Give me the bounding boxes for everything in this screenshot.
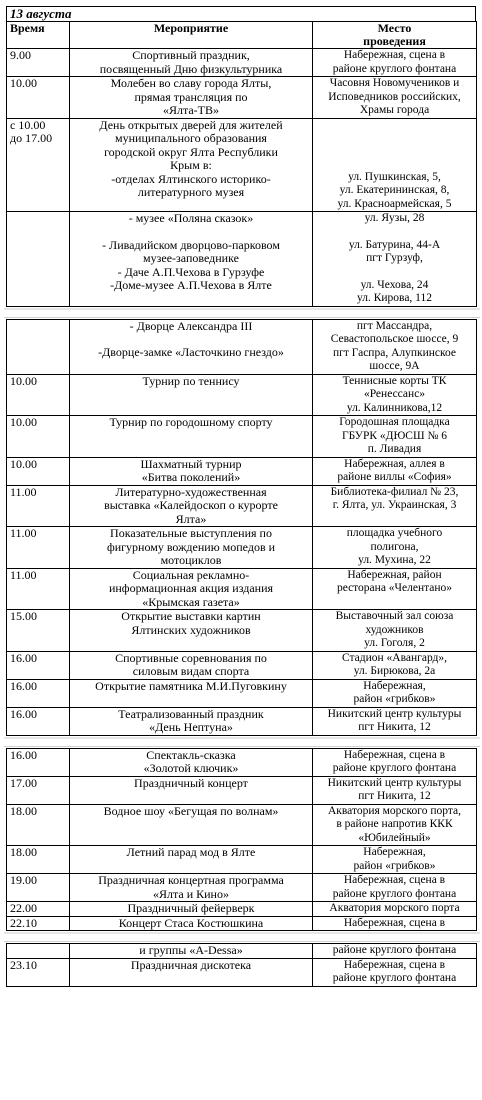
place-line: ул. Калинникова,12 xyxy=(346,401,443,414)
time-line: 9.00 xyxy=(10,48,31,62)
place-line: ул. Гоголя, 2 xyxy=(364,637,425,649)
table-row xyxy=(7,212,477,307)
cell-place xyxy=(313,651,477,679)
table-row xyxy=(7,902,477,917)
cell-event xyxy=(70,610,313,652)
cell-event xyxy=(70,804,313,846)
place-line: районе круглого фонтана xyxy=(332,762,457,774)
place-line: пгт Никита, 12 xyxy=(358,721,431,733)
place-line: Храмы города xyxy=(359,104,430,116)
header-place-line-2: проведения xyxy=(363,34,426,48)
place-line: Набережная, район xyxy=(347,568,442,581)
place-line: ул. Яузы, 28 xyxy=(364,212,425,224)
cell-time xyxy=(7,874,70,902)
table-row xyxy=(7,49,477,77)
event-line: Турнир по теннису xyxy=(142,373,240,388)
cell-place xyxy=(313,776,477,804)
cell-time xyxy=(7,77,70,119)
place-line: ул. Мухина, 22 xyxy=(358,554,431,566)
line-spacer xyxy=(316,119,473,132)
place-line: в районе напротив ККК xyxy=(336,818,453,830)
cell-place xyxy=(313,49,477,77)
event-line: Социальная рекламно- xyxy=(132,567,250,582)
cell-event xyxy=(70,568,313,610)
event-line: прямая трансляция по xyxy=(134,89,248,104)
cell-event xyxy=(70,118,313,212)
time-line: 15.00 xyxy=(10,609,37,623)
cell-time xyxy=(7,610,70,652)
event-line: Спортивные соревнования по xyxy=(115,650,267,665)
place-line: районе круглого фонтана xyxy=(332,887,457,900)
cell-place xyxy=(313,374,477,416)
time-line xyxy=(10,944,66,958)
cell-place xyxy=(313,804,477,846)
place-line: «Юбилейный» xyxy=(358,831,431,844)
page-break-cell xyxy=(7,931,477,944)
time-line: 10.00 xyxy=(10,373,37,388)
table-row xyxy=(7,485,477,527)
cell-event xyxy=(70,874,313,902)
line-spacer xyxy=(316,145,473,158)
cell-place xyxy=(313,958,477,986)
cell-event xyxy=(70,776,313,804)
event-line: городской округ Ялта Республики xyxy=(104,144,278,159)
place-line: Набережная, сцена в xyxy=(343,748,446,761)
time-line xyxy=(10,320,66,334)
page-break-gap xyxy=(4,737,480,747)
place-line: площадка учебного xyxy=(346,527,443,539)
table-row xyxy=(7,846,477,874)
cell-place xyxy=(313,118,477,212)
event-line: Театрализованный праздник xyxy=(118,706,264,721)
cell-place xyxy=(313,77,477,119)
event-line: силовым видам спорта xyxy=(132,664,250,678)
event-line: Летний парад мод в Ялте xyxy=(126,845,256,859)
place-line: Часовня Новомучеников и xyxy=(329,77,460,89)
place-line: Никитский центр культуры xyxy=(327,776,462,789)
event-line: фигурному вождению мопедов и xyxy=(106,539,276,554)
cell-place xyxy=(313,748,477,776)
cell-event xyxy=(70,457,313,485)
table-row xyxy=(7,416,477,458)
cell-place xyxy=(313,916,477,931)
table-row xyxy=(7,874,477,902)
line-spacer xyxy=(73,226,309,239)
event-line: «Золотой ключик» xyxy=(143,761,239,775)
cell-place xyxy=(313,874,477,902)
cell-event xyxy=(70,374,313,416)
place-line: Библиотека-филиал № 23, xyxy=(330,485,459,498)
event-line: «Битва поколений» xyxy=(141,470,241,484)
time-line: 10.00 xyxy=(10,456,37,471)
cell-event xyxy=(70,846,313,874)
place-line: районе круглого фонтана xyxy=(332,62,457,75)
place-line: Акватория морского порта xyxy=(329,902,460,914)
place-line: ресторана «Челентано» xyxy=(336,582,453,594)
time-line: 17.00 xyxy=(10,775,37,790)
header-row xyxy=(7,22,477,49)
place-line: районе круглого фонтана xyxy=(332,944,457,956)
event-line: - Дворце Александра III xyxy=(129,318,253,333)
place-line: ул. Батурина, 44-А xyxy=(348,238,441,251)
line-spacer xyxy=(316,266,473,279)
table-row xyxy=(7,568,477,610)
cell-time xyxy=(7,374,70,416)
event-line: - Ливадийском дворцово-парковом xyxy=(102,237,280,252)
cell-time xyxy=(7,902,70,917)
time-line: 16.00 xyxy=(10,678,37,693)
place-line: Исповедников российских, xyxy=(328,90,461,103)
cell-event xyxy=(70,49,313,77)
time-line: 19.00 xyxy=(10,873,37,887)
place-line: Теннисные корты ТК xyxy=(342,374,447,387)
place-line: Выставочный зал союза xyxy=(335,610,454,622)
table-row xyxy=(7,77,477,119)
place-line: Никитский центр культуры xyxy=(327,707,462,720)
event-line: Праздничная дискотека xyxy=(130,957,252,972)
header-place xyxy=(313,22,477,49)
cell-event xyxy=(70,679,313,707)
cell-place xyxy=(313,679,477,707)
cell-event xyxy=(70,416,313,458)
event-line: Спектакль-сказка xyxy=(146,747,236,762)
cell-event xyxy=(70,958,313,986)
place-line: ул. Красноармейская, 5 xyxy=(337,197,452,210)
cell-time xyxy=(7,568,70,610)
table-row xyxy=(7,916,477,931)
cell-place xyxy=(313,568,477,610)
place-line: Набережная, сцена в xyxy=(343,958,446,971)
cell-place xyxy=(313,610,477,652)
place-line: шоссе, 9А xyxy=(369,360,420,372)
cell-time xyxy=(7,457,70,485)
table-row xyxy=(7,527,477,569)
place-line: Набережная, сцена в xyxy=(343,49,446,61)
place-line: районе круглого фонтана xyxy=(332,972,457,984)
table-row xyxy=(7,118,477,212)
cell-place xyxy=(313,902,477,917)
event-line: Концерт Стаса Костюшкина xyxy=(118,915,264,930)
place-line: пгт Массандра, xyxy=(356,319,433,332)
event-line: Ялтинских художников xyxy=(131,622,251,637)
event-line: Литературно-художественная xyxy=(115,484,267,499)
header-time: Время xyxy=(7,22,70,49)
schedule-page xyxy=(6,6,476,987)
cell-event xyxy=(70,902,313,917)
time-line: 18.00 xyxy=(10,845,37,859)
place-line: пгт Никита, 12 xyxy=(358,790,431,802)
table-row xyxy=(7,804,477,846)
place-line: район «грибков» xyxy=(353,693,436,705)
table-row xyxy=(7,319,477,374)
event-line: «День Нептуна» xyxy=(149,720,233,734)
schedule-table xyxy=(6,21,477,987)
time-line: 22.10 xyxy=(10,915,37,930)
cell-time xyxy=(7,527,70,569)
event-line: информационная акция издания xyxy=(108,581,274,595)
table-row xyxy=(7,776,477,804)
place-line: художников xyxy=(365,623,424,636)
place-line: Городошная площадка xyxy=(339,416,450,428)
event-line: Ялта» xyxy=(175,511,207,526)
cell-place xyxy=(313,846,477,874)
cell-place xyxy=(313,527,477,569)
event-line: День открытых дверей для жителей xyxy=(99,117,283,132)
place-line: Набережная, xyxy=(363,679,426,692)
time-line: 22.00 xyxy=(10,901,37,915)
time-line: 10.00 xyxy=(10,76,37,90)
cell-event xyxy=(70,748,313,776)
cell-time xyxy=(7,846,70,874)
event-line: -Дворце-замке «Ласточкино гнездо» xyxy=(98,345,284,359)
table-row xyxy=(7,651,477,679)
event-line: «Крымская газета» xyxy=(142,594,240,609)
cell-place xyxy=(313,944,477,959)
cell-time xyxy=(7,958,70,986)
cell-event xyxy=(70,212,313,307)
page-break-cell xyxy=(7,735,477,748)
page-break xyxy=(7,306,477,319)
header-event: Мероприятие xyxy=(70,22,313,49)
table-row xyxy=(7,944,477,959)
page-break xyxy=(7,735,477,748)
event-line: Водное шоу «Бегущая по волнам» xyxy=(103,803,279,818)
table-row xyxy=(7,374,477,416)
page-break xyxy=(7,931,477,944)
time-line: 11.00 xyxy=(10,484,37,499)
time-line: 10.00 xyxy=(10,415,37,429)
event-line: - музее «Поляна сказок» xyxy=(128,211,254,225)
event-line: муниципального образования xyxy=(115,131,267,145)
place-line: пгт Гаспра, Алупкинское xyxy=(332,346,457,359)
cell-event xyxy=(70,916,313,931)
event-line: Шахматный турнир xyxy=(140,456,242,471)
event-line: - Даче А.П.Чехова в Гурзуфе xyxy=(117,264,265,279)
time-line: 11.00 xyxy=(10,567,37,582)
event-line: Открытие памятника М.И.Пуговкину xyxy=(95,678,287,693)
place-line: пгт Гурзуф, xyxy=(366,252,423,264)
cell-event xyxy=(70,707,313,735)
place-line: п. Ливадия xyxy=(367,443,422,455)
event-line: «Ялта и Кино» xyxy=(153,886,229,901)
place-line: полигона, xyxy=(370,540,419,553)
cell-event xyxy=(70,527,313,569)
event-line: Праздничный фейерверк xyxy=(127,901,255,915)
table-row xyxy=(7,457,477,485)
event-line: выставка «Калейдоскоп о курорте xyxy=(104,498,278,512)
cell-place xyxy=(313,457,477,485)
event-line: Молебен во славу города Ялты, xyxy=(110,76,272,90)
cell-event xyxy=(70,651,313,679)
place-line: ул. Пушкинская, 5, xyxy=(348,170,441,183)
cell-event xyxy=(70,319,313,374)
place-line: Севастопольское шоссе, 9 xyxy=(330,333,459,345)
place-line: ул. Чехова, 24 xyxy=(360,278,429,291)
page-break-cell xyxy=(7,306,477,319)
place-line: Акватория морского порта, xyxy=(327,804,461,817)
cell-time xyxy=(7,212,70,307)
schedule-body xyxy=(7,49,477,987)
table-row xyxy=(7,679,477,707)
cell-time xyxy=(7,748,70,776)
event-line: «Ялта-ТВ» xyxy=(162,103,220,117)
event-line: Показательные выступления по xyxy=(110,526,272,540)
table-row xyxy=(7,610,477,652)
time-line: 23.10 xyxy=(10,957,37,972)
event-line: и группы «A-Dessa» xyxy=(139,943,243,957)
event-line: литературного музея xyxy=(137,185,245,199)
time-line: до 17.00 xyxy=(10,131,53,145)
place-line: ул. Бирюкова, 2а xyxy=(353,665,436,677)
place-line: Стадион «Авангард», xyxy=(341,651,448,664)
cell-place xyxy=(313,485,477,527)
header-place-line-1: Место xyxy=(377,21,412,35)
cell-time xyxy=(7,485,70,527)
cell-time xyxy=(7,776,70,804)
place-line: Набережная, xyxy=(363,846,426,858)
event-line: посвященный Дню физкультурника xyxy=(99,61,283,76)
cell-event xyxy=(70,77,313,119)
cell-event xyxy=(70,944,313,959)
cell-place xyxy=(313,319,477,374)
time-line: 11.00 xyxy=(10,526,37,540)
page-break-gap xyxy=(4,932,480,942)
event-line: Турнир по городошному спорту xyxy=(109,415,273,429)
time-line xyxy=(10,212,66,226)
event-line: Праздничный концерт xyxy=(134,775,248,790)
place-line: г. Ялта, ул. Украинская, 3 xyxy=(332,499,457,511)
event-line: Спортивный праздник, xyxy=(132,48,250,62)
cell-time xyxy=(7,319,70,374)
place-line: районе виллы «София» xyxy=(337,471,452,483)
place-line: Набережная, сцена в xyxy=(343,916,446,929)
place-line: ул. Екатерининская, 8, xyxy=(339,184,450,196)
cell-time xyxy=(7,679,70,707)
cell-time xyxy=(7,707,70,735)
cell-event xyxy=(70,485,313,527)
table-row xyxy=(7,707,477,735)
cell-time xyxy=(7,804,70,846)
event-line: Открытие выставки картин xyxy=(121,609,261,623)
table-row xyxy=(7,748,477,776)
cell-time xyxy=(7,944,70,959)
cell-place xyxy=(313,416,477,458)
place-line: район «грибков» xyxy=(353,859,436,872)
place-line: «Ренессанс» xyxy=(363,388,426,400)
event-line: Крым в: xyxy=(170,158,212,172)
event-line: -Доме-музее А.П.Чехова в Ялте xyxy=(110,278,272,292)
cell-time xyxy=(7,416,70,458)
line-spacer xyxy=(316,132,473,145)
cell-time xyxy=(7,49,70,77)
page-break-gap xyxy=(4,308,480,318)
event-line: музее-заповеднике xyxy=(143,251,239,265)
line-spacer xyxy=(316,226,473,239)
cell-time xyxy=(7,118,70,212)
time-line: 18.00 xyxy=(10,803,37,818)
time-line: 16.00 xyxy=(10,650,37,665)
place-line: Набережная, сцена в xyxy=(343,874,446,886)
table-row xyxy=(7,958,477,986)
place-line: Набережная, аллея в xyxy=(344,457,445,470)
place-line: ГБУРК «ДЮСШ № 6 xyxy=(341,429,448,442)
time-line: 16.00 xyxy=(10,747,37,762)
schedule-date: 13 августа xyxy=(6,6,476,21)
event-line: Праздничная концертная программа xyxy=(98,873,284,887)
time-line: с 10.00 xyxy=(10,117,46,132)
event-line: мотоциклов xyxy=(160,553,222,567)
cell-place xyxy=(313,212,477,307)
event-line: -отделах Ялтинского историко- xyxy=(111,171,271,186)
line-spacer xyxy=(316,158,473,171)
cell-time xyxy=(7,916,70,931)
cell-time xyxy=(7,651,70,679)
place-line: ул. Кирова, 112 xyxy=(356,292,432,304)
cell-place xyxy=(313,707,477,735)
time-line: 16.00 xyxy=(10,706,37,721)
